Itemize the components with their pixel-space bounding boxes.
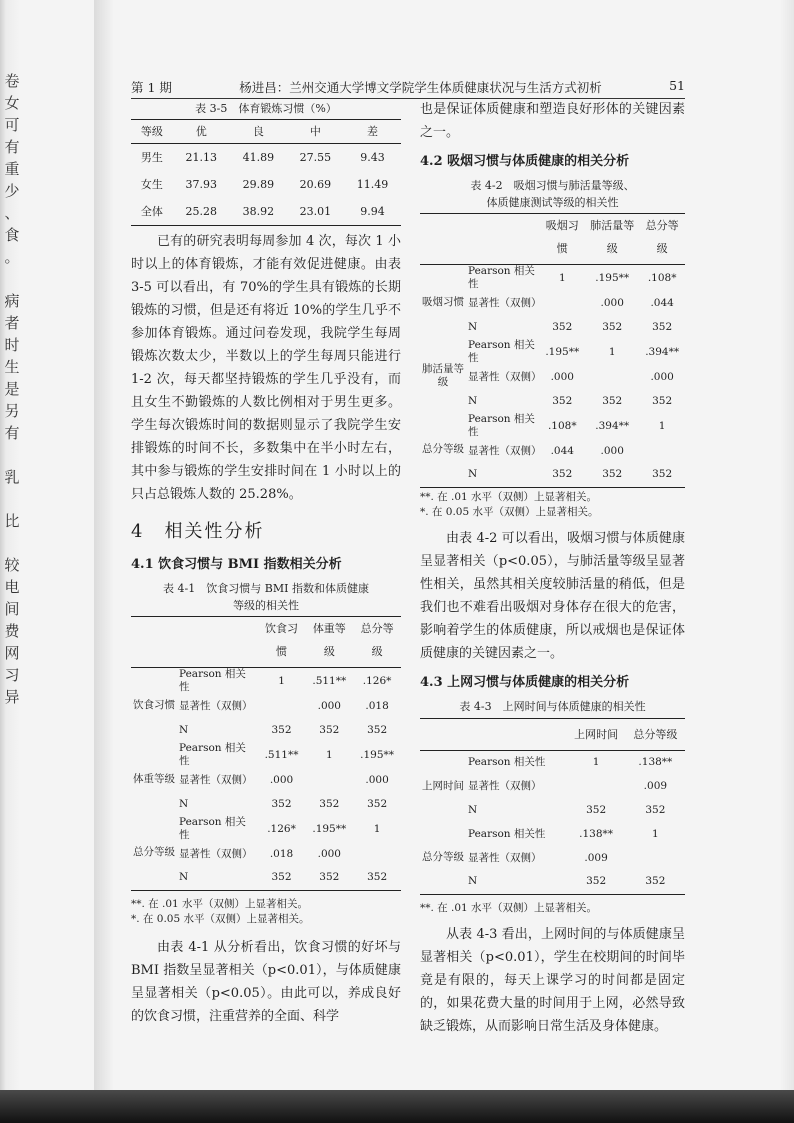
table-cell: 352 <box>552 468 573 481</box>
table-head <box>131 617 401 668</box>
column-header: 上网时间 <box>566 723 625 751</box>
table-cell: .044 <box>650 296 674 309</box>
column-header: 体重等级 <box>305 617 353 668</box>
group-label: 体重等级 <box>133 772 175 785</box>
edge-char: 比 <box>4 512 20 530</box>
table-cell: 37.93 <box>185 178 218 191</box>
table-cell: 352 <box>271 871 292 884</box>
group-label: 总分等级 <box>422 851 464 864</box>
group-label: 吸烟习惯 <box>422 295 464 308</box>
table-cell: .000 <box>600 296 624 309</box>
row-header: 显著性（双侧） <box>468 444 542 457</box>
header-title: 杨进昌：兰州交通大学博文学院学生体质健康状况与生活方式初析 <box>239 80 602 95</box>
table-cell: .126* <box>362 674 392 687</box>
table-cell: 352 <box>586 803 607 816</box>
table-cell: 29.89 <box>242 178 275 191</box>
edge-char: 生 <box>4 358 20 376</box>
table-cell: 352 <box>319 871 340 884</box>
table-cell: 352 <box>602 320 623 333</box>
row-header: Pearson 相关性 <box>179 742 246 767</box>
row-header: Pearson 相关性 <box>468 755 546 768</box>
table-cell: .511** <box>264 748 299 761</box>
edge-char: 重 <box>4 160 20 178</box>
column-header: 良 <box>230 120 287 144</box>
row-header: N <box>468 803 478 816</box>
row-header: N <box>468 875 478 888</box>
table-row <box>420 339 685 365</box>
edge-char: 乳 <box>4 468 20 486</box>
row-header: N <box>179 871 189 884</box>
edge-char: 是 <box>4 380 20 398</box>
table-row <box>420 413 685 439</box>
table-row <box>420 265 685 292</box>
row-header: 显著性（双侧） <box>468 851 542 864</box>
edge-char: 女 <box>4 94 20 112</box>
table-cell: .000 <box>317 847 341 860</box>
corner-cell <box>131 617 258 668</box>
edge-char: 有 <box>4 138 20 156</box>
row-header: Pearson 相关性 <box>468 827 546 840</box>
table-cell: 男生 <box>140 151 163 164</box>
section-4-3-paragraph: 从表 4-3 看出，上网时间的与体质健康呈显著相关（p<0.01），学生在校期间的时间毕竟是有限的，每天上课学习的时间都是固定的，如果花费大量的时间用于上网，必然导致缺乏锻炼，从而影响日常生活及身体健康。 <box>420 926 685 1034</box>
table-cell: 女生 <box>140 178 163 191</box>
table-cell: 352 <box>319 797 340 810</box>
row-header: N <box>468 320 478 333</box>
group-label: 总分等级 <box>422 443 464 456</box>
table-cell: 9.94 <box>360 205 385 218</box>
table-cell: 38.92 <box>242 205 275 218</box>
page-number: 51 <box>669 78 685 93</box>
row-header: N <box>468 394 478 407</box>
table-cell: .044 <box>550 444 574 457</box>
table-cell: 20.69 <box>299 178 332 191</box>
table-cell: 全体 <box>140 205 163 218</box>
table-head <box>420 214 685 265</box>
table-cell: 1 <box>592 755 600 768</box>
table-cell: 9.43 <box>360 151 385 164</box>
table-cell: .009 <box>643 779 668 792</box>
row-header: N <box>468 468 478 481</box>
table-cell: 11.49 <box>356 178 389 191</box>
row-header: N <box>179 797 189 810</box>
table-cell: 352 <box>271 797 292 810</box>
table-cell <box>258 694 306 718</box>
table-4-3-caption: 表 4-3 上网时间与体质健康的相关性 <box>420 698 685 719</box>
table-4-2-note-2: *. 在 0.05 水平（双侧）上显著相关。 <box>420 505 599 518</box>
edge-char: 习 <box>4 666 20 684</box>
edge-char <box>0 532 24 554</box>
column-header: 吸烟习惯 <box>539 214 585 265</box>
subsection-4-1-heading: 4.1 饮食习惯与 BMI 指数相关分析 <box>131 557 342 572</box>
corner-cell <box>420 723 566 751</box>
table-cell: .018 <box>365 699 389 712</box>
table-cell: .000 <box>365 773 389 786</box>
scanner-edge <box>0 1090 794 1123</box>
table-cell: 21.13 <box>185 151 218 164</box>
table-cell: .000 <box>600 444 624 457</box>
table-cell: 1 <box>373 822 381 835</box>
table-cell: .195** <box>595 271 630 284</box>
table-cell: 1 <box>325 748 333 761</box>
table-cell <box>539 291 585 315</box>
edge-char: 间 <box>4 600 20 618</box>
table-cell: .138** <box>638 755 673 768</box>
table-cell: 352 <box>586 875 607 888</box>
table-cell: .018 <box>269 847 294 860</box>
table-cell: 352 <box>652 468 673 481</box>
section-4-2-paragraph: 由表 4-2 可以看出，吸烟习惯与体质健康呈显著相关（p<0.05），与肺活量等级呈显著性相关，虽然其相关度较肺活量的稍低，但是我们也不难看出吸烟对身体存在很大的危害，影响着学生的体质健康，所以戒烟也是保证体质健康的关键因素之一。 <box>420 530 685 661</box>
row-header: Pearson 相关性 <box>468 413 535 438</box>
table-cell: 352 <box>367 723 388 736</box>
issue-number: 第 1 期 <box>131 80 172 95</box>
table-cell: .000 <box>269 773 294 786</box>
edge-char <box>0 488 24 510</box>
table-4-1-caption: 表 4-1 饮食习惯与 BMI 指数和体质健康 <box>163 582 369 595</box>
edge-char: 者 <box>4 314 20 332</box>
table-3-5 <box>131 119 401 226</box>
group-label: 肺活量等级 <box>422 363 464 388</box>
column-header: 等级 <box>131 120 173 144</box>
table-cell: 1 <box>652 827 659 840</box>
edge-char: 电 <box>4 578 20 596</box>
running-header <box>131 78 685 99</box>
table-cell: .511** <box>312 674 347 687</box>
table-cell: 352 <box>652 394 673 407</box>
table-4-1-note-1: **. 在 .01 水平（双侧）上显著相关。 <box>131 897 309 910</box>
table-row <box>131 171 401 198</box>
table-cell: 23.01 <box>299 205 332 218</box>
table-body <box>420 750 685 894</box>
table-4-2-note-1: **. 在 .01 水平（双侧）上显著相关。 <box>420 490 598 503</box>
column-header: 差 <box>344 120 401 144</box>
table-head <box>420 723 685 751</box>
edge-char: 可 <box>4 116 20 134</box>
edge-char: 。 <box>4 248 20 266</box>
subsection-4-3-heading: 4.3 上网习惯与体质健康的相关分析 <box>420 674 630 690</box>
edge-char: 另 <box>4 402 20 420</box>
table-cell: 352 <box>319 723 340 736</box>
table-cell: .108* <box>547 419 577 432</box>
header-row <box>420 723 685 751</box>
header-row <box>420 214 685 265</box>
table-cell: .000 <box>550 370 574 383</box>
row-header: Pearson 相关性 <box>468 265 535 290</box>
table-cell: 352 <box>271 723 292 736</box>
table-4-2-caption-line2: 体质健康测试等级的相关性 <box>486 196 619 209</box>
table-3-5-caption: 表 3-5 体育锻炼习惯（%） <box>195 102 337 115</box>
edge-char: 少 <box>4 182 20 200</box>
table-cell: .195** <box>360 748 395 761</box>
table-cell: .394** <box>595 419 630 432</box>
table-4-3 <box>420 723 685 895</box>
table-cell: 352 <box>645 803 666 816</box>
table-cell: 352 <box>652 320 673 333</box>
column-header: 饮食习惯 <box>258 617 306 668</box>
table-cell <box>639 439 685 463</box>
group-label: 总分等级 <box>133 846 175 859</box>
table-cell: 1 <box>608 345 616 358</box>
row-header: 显著性（双侧） <box>179 699 253 712</box>
edge-char: 卷 <box>4 72 20 90</box>
edge-char: 网 <box>4 644 20 662</box>
previous-page-edge <box>0 70 24 708</box>
row-header: 显著性（双侧） <box>468 296 542 309</box>
exercise-paragraph: 已有的研究表明每周参加 4 次，每次 1 小时以上的体育锻炼，才能有效促进健康。由表 3-5 可以看出，有 70%的学生具有锻炼的长期锻炼的习惯，但是还有将近 10%的学生几乎不参加体育锻炼。通过问卷发现，我院学生每周锻炼次数太少，半数以上的学生每周只能进行 1-2 次，每天都坚持锻炼的学生几乎没有，而且女生不勤锻炼的人数比例相对于男生更多。学生每次锻炼时间的数据则显示了我院学生安排锻炼的时间不长，多数集中在半小时左右，其中参与锻炼的学生安排时间在 1 小时以上的只占总锻炼人数的 25.28%。 <box>131 234 401 502</box>
edge-char <box>0 268 24 290</box>
row-header: Pearson 相关性 <box>179 816 246 841</box>
table-row <box>420 822 685 846</box>
corner-cell <box>420 214 539 265</box>
left-column <box>131 98 401 1028</box>
edge-char: 费 <box>4 622 20 640</box>
column-header: 优 <box>173 120 230 144</box>
table-cell: 352 <box>552 320 573 333</box>
table-cell: .138** <box>579 827 614 840</box>
row-header: Pearson 相关性 <box>468 339 535 364</box>
table-cell: 25.28 <box>185 205 218 218</box>
table-row <box>131 144 401 172</box>
row-header: 显著性（双侧） <box>468 779 542 792</box>
table-cell: 352 <box>367 797 388 810</box>
column-header: 总分等级 <box>353 617 401 668</box>
table-4-3-note-1: **. 在 .01 水平（双侧）上显著相关。 <box>420 901 598 914</box>
table-4-1-note-2: *. 在 0.05 水平（双侧）上显著相关。 <box>131 912 310 925</box>
table-cell: 41.89 <box>242 151 275 164</box>
table-cell: 27.55 <box>299 151 332 164</box>
binding-shadow <box>94 0 114 1090</box>
row-header: 显著性（双侧） <box>179 773 253 786</box>
table-cell: .009 <box>584 851 608 864</box>
edge-char <box>0 444 24 466</box>
table-cell: .195** <box>545 345 580 358</box>
table-row <box>131 742 401 768</box>
table-row <box>131 816 401 842</box>
table-cell: .126* <box>267 822 296 835</box>
row-header: 显著性（双侧） <box>468 370 542 383</box>
table-cell <box>353 842 401 866</box>
column-header: 中 <box>287 120 344 144</box>
table-cell: 1 <box>658 419 666 432</box>
table-cell: .394** <box>645 345 680 358</box>
group-label: 饮食习惯 <box>133 698 175 711</box>
edge-char: 病 <box>4 292 20 310</box>
edge-char: 有 <box>4 424 20 442</box>
table-4-2 <box>420 213 685 488</box>
edge-char: 较 <box>4 556 20 574</box>
column-header: 总分等级 <box>626 723 685 751</box>
table-4-1-caption-line2: 等级的相关性 <box>233 599 299 612</box>
table-row <box>420 750 685 774</box>
table-row <box>131 668 401 695</box>
header-row <box>131 617 401 668</box>
table-cell <box>585 365 639 389</box>
group-label: 上网时间 <box>422 779 464 792</box>
table-cell: .000 <box>317 699 341 712</box>
table-cell: 352 <box>552 394 573 407</box>
table-cell: .108* <box>647 271 677 284</box>
table-cell: 1 <box>278 674 285 687</box>
subsection-4-2-heading: 4.2 吸烟习惯与体质健康的相关分析 <box>420 154 630 169</box>
section-4-heading: 4 相关性分析 <box>131 521 265 542</box>
edge-char: 食 <box>4 226 20 244</box>
table-cell <box>566 774 625 798</box>
table-cell: 352 <box>367 871 388 884</box>
table-cell: 352 <box>602 468 623 481</box>
column-header: 总分等级 <box>639 214 685 265</box>
table-4-1 <box>131 616 401 891</box>
edge-char: 时 <box>4 336 20 354</box>
table-cell: 352 <box>645 875 666 888</box>
row-header: Pearson 相关性 <box>179 668 246 693</box>
section-4-1-paragraph: 由表 4-1 从分析看出，饮食习惯的好坏与 BMI 指数呈显著相关（p<0.01），与体质健康呈显著相关（p<0.05）。由此可以，养成良好的饮食习惯，注重营养的全面、科学 <box>131 939 401 1024</box>
edge-char: 、 <box>4 204 20 222</box>
edge-char: 异 <box>4 688 20 706</box>
row-header: 显著性（双侧） <box>179 847 253 860</box>
table-cell <box>626 846 685 870</box>
table-body <box>131 668 401 891</box>
continued-paragraph: 也是保证体质健康和塑造良好形体的关键因素之一。 <box>420 102 685 140</box>
table-cell: 352 <box>602 394 623 407</box>
table-cell <box>305 768 353 792</box>
right-column <box>420 98 685 1038</box>
table-4-2-caption: 表 4-2 吸烟习惯与肺活量等级、 <box>470 179 635 192</box>
column-header: 肺活量等级 <box>585 214 639 265</box>
table-cell: .000 <box>650 370 674 383</box>
table-cell: .195** <box>312 822 347 835</box>
table-cell: 1 <box>558 271 566 284</box>
table-body <box>420 265 685 488</box>
table-row <box>131 198 401 226</box>
row-header: N <box>179 723 189 736</box>
